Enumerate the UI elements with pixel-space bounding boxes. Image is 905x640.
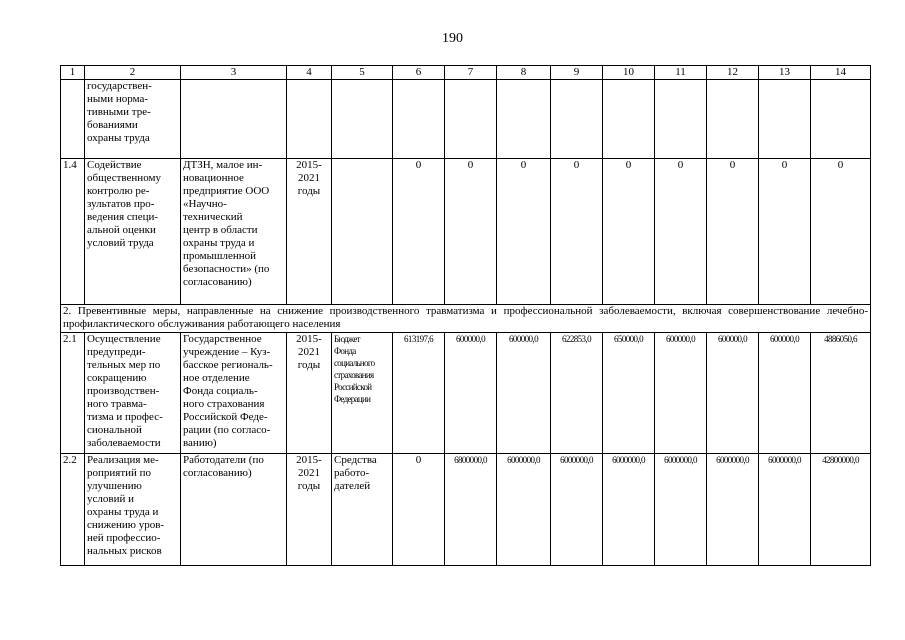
value-cell: 6000000,0 bbox=[603, 454, 655, 566]
value-cell: 6000000,0 bbox=[655, 454, 707, 566]
column-number: 7 bbox=[445, 66, 497, 80]
value-cell: 6000000,0 bbox=[497, 454, 551, 566]
column-number: 10 bbox=[603, 66, 655, 80]
value-cell: 0 bbox=[393, 454, 445, 566]
value-cell: 600000,0 bbox=[655, 333, 707, 454]
value-cell: 0 bbox=[759, 159, 811, 305]
column-number: 14 bbox=[811, 66, 871, 80]
column-number: 6 bbox=[393, 66, 445, 80]
value-cell: 0 bbox=[393, 159, 445, 305]
value-cell: 42800000,0 bbox=[811, 454, 871, 566]
executor: ДТЗН, малое ин- новационное предприятие ООО «Научно- технический центр в области охраны труда и промышленной безопасности» (по согласованию) bbox=[181, 159, 287, 305]
value-cell: 6000000,0 bbox=[551, 454, 603, 566]
measure-name: Осуществление предупреди- тельных мер по сокращению производствен- ного травма- тизма и профес- сиональной заболеваемости bbox=[85, 333, 181, 454]
column-number-row bbox=[61, 66, 871, 80]
table-row bbox=[61, 333, 871, 454]
row-number: 2.1 bbox=[61, 333, 85, 454]
value-cell: 6000000,0 bbox=[759, 454, 811, 566]
funding-source bbox=[332, 159, 393, 305]
value-cell: 600000,0 bbox=[759, 333, 811, 454]
value-cell: 0 bbox=[551, 159, 603, 305]
column-number: 1 bbox=[61, 66, 85, 80]
period: 2015- 2021 годы bbox=[287, 159, 332, 305]
column-number: 4 bbox=[287, 66, 332, 80]
value-cell: 622853,0 bbox=[551, 333, 603, 454]
funding-source: Средства работо- дателей bbox=[332, 454, 393, 566]
row-number: 1.4 bbox=[61, 159, 85, 305]
section-row bbox=[61, 305, 871, 333]
value-cell: 600000,0 bbox=[497, 333, 551, 454]
column-number: 3 bbox=[181, 66, 287, 80]
measure-name: Реализация ме- роприятий по улучшению условий и охраны труда и снижению уров- ней профессио- нальных рисков bbox=[85, 454, 181, 566]
executor: Государственное учреждение – Куз- басское региональ- ное отделение Фонда социаль- ного страхования Российской Феде- рации (по согласо- ванию) bbox=[181, 333, 287, 454]
table-row bbox=[61, 159, 871, 305]
column-number: 11 bbox=[655, 66, 707, 80]
value-cell: 6800000,0 bbox=[445, 454, 497, 566]
executor: Работодатели (по согласованию) bbox=[181, 454, 287, 566]
column-number: 5 bbox=[332, 66, 393, 80]
value-cell: 0 bbox=[655, 159, 707, 305]
column-number: 2 bbox=[85, 66, 181, 80]
measure-name: государствен- ными норма- тивными тре- бованиями охраны труда bbox=[85, 80, 181, 159]
program-table bbox=[60, 65, 871, 566]
value-cell: 0 bbox=[811, 159, 871, 305]
value-cell: 650000,0 bbox=[603, 333, 655, 454]
column-number: 8 bbox=[497, 66, 551, 80]
section-title: 2. Превентивные меры, направленные на снижение производственного травматизма и профессиональной заболеваемости, включая совершенствование лечебно-профилактического обслуживания работающего населения bbox=[61, 305, 871, 333]
period: 2015- 2021 годы bbox=[287, 333, 332, 454]
funding-source: Бюджет Фонда социального страхования Российской Федерации bbox=[332, 333, 393, 454]
value-cell: 6000000,0 bbox=[707, 454, 759, 566]
column-number: 9 bbox=[551, 66, 603, 80]
column-number: 12 bbox=[707, 66, 759, 80]
row-number: 2.2 bbox=[61, 454, 85, 566]
value-cell: 613197,6 bbox=[393, 333, 445, 454]
table-row bbox=[61, 454, 871, 566]
column-number: 13 bbox=[759, 66, 811, 80]
value-cell: 0 bbox=[603, 159, 655, 305]
value-cell: 0 bbox=[707, 159, 759, 305]
value-cell: 600000,0 bbox=[445, 333, 497, 454]
value-cell: 0 bbox=[497, 159, 551, 305]
value-cell: 4886050,6 bbox=[811, 333, 871, 454]
value-cell: 600000,0 bbox=[707, 333, 759, 454]
period: 2015- 2021 годы bbox=[287, 454, 332, 566]
value-cell: 0 bbox=[445, 159, 497, 305]
measure-name: Содействие общественному контролю ре- зультатов про- ведения специ- альной оценки условий труда bbox=[85, 159, 181, 305]
table-row bbox=[61, 80, 871, 159]
page-number: 190 bbox=[442, 31, 463, 46]
